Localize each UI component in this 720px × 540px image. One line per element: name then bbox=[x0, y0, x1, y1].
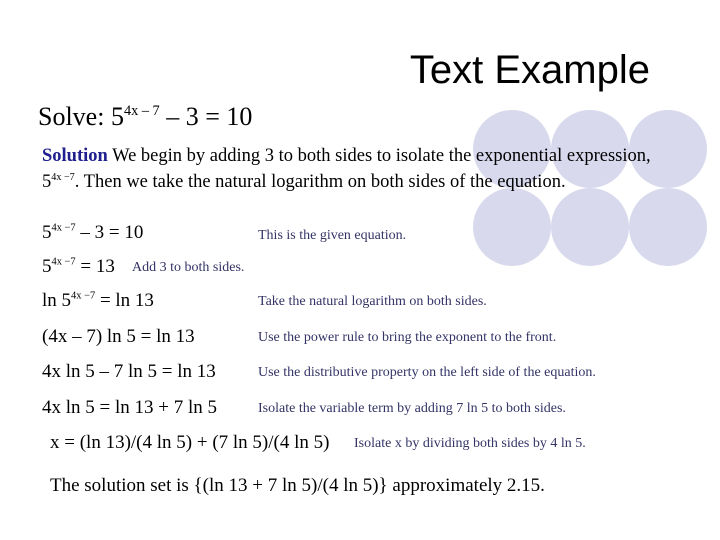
solution-paragraph bbox=[42, 143, 662, 195]
problem-prefix: Solve: 5 bbox=[38, 102, 124, 131]
step-equation bbox=[42, 222, 143, 244]
step-note: Take the natural logarithm on both sides. bbox=[258, 294, 487, 309]
step-lhs: 5 bbox=[42, 222, 52, 243]
step-equation bbox=[42, 256, 115, 278]
page-title: Text Example bbox=[409, 48, 650, 92]
solution-set: The solution set is {(ln 13 + 7 ln 5)/(4 ln 5)} approximately 2.15. bbox=[50, 475, 545, 496]
step-note: Isolate the variable term by adding 7 ln 5 to both sides. bbox=[258, 401, 566, 416]
step-exponent: 4x −7 bbox=[51, 256, 76, 268]
problem-statement bbox=[38, 102, 252, 132]
step-lhs: ln 5 bbox=[42, 290, 72, 311]
step-rhs: – 3 = 10 bbox=[75, 222, 144, 243]
step-equation: 4x ln 5 = ln 13 + 7 ln 5 bbox=[42, 397, 218, 418]
step-rhs: = 13 bbox=[75, 256, 115, 277]
decor-circle bbox=[473, 188, 551, 266]
step-exponent: 4x −7 bbox=[51, 222, 76, 234]
solution-text-part1: We begin by adding 3 to both sides to isolate the exponential expression, 5 bbox=[42, 146, 651, 192]
step-equation: 4x ln 5 – 7 ln 5 = ln 13 bbox=[42, 361, 216, 382]
step-note: Isolate x by dividing both sides by 4 ln 5. bbox=[354, 436, 586, 451]
decor-circle bbox=[629, 188, 707, 266]
solution-text-part2: . Then we take the natural logarithm on both sides of the equation. bbox=[74, 172, 566, 192]
problem-suffix: – 3 = 10 bbox=[159, 102, 253, 131]
step-equation bbox=[42, 290, 154, 312]
solution-exponent: 4x −7 bbox=[51, 171, 75, 183]
step-rhs: = ln 13 bbox=[95, 290, 154, 311]
step-note: This is the given equation. bbox=[258, 228, 407, 243]
decor-circle bbox=[551, 188, 629, 266]
step-equation: (4x – 7) ln 5 = ln 13 bbox=[42, 326, 195, 347]
step-note: Use the power rule to bring the exponent to the front. bbox=[258, 330, 557, 345]
step-equation: x = (ln 13)/(4 ln 5) + (7 ln 5)/(4 ln 5) bbox=[50, 432, 330, 453]
step-exponent: 4x −7 bbox=[71, 290, 96, 302]
step-lhs: 5 bbox=[42, 256, 52, 277]
step-note: Add 3 to both sides. bbox=[132, 260, 245, 275]
problem-exponent: 4x – 7 bbox=[123, 103, 160, 119]
solution-label: Solution bbox=[42, 146, 108, 166]
step-note: Use the distributive property on the left side of the equation. bbox=[258, 365, 596, 380]
